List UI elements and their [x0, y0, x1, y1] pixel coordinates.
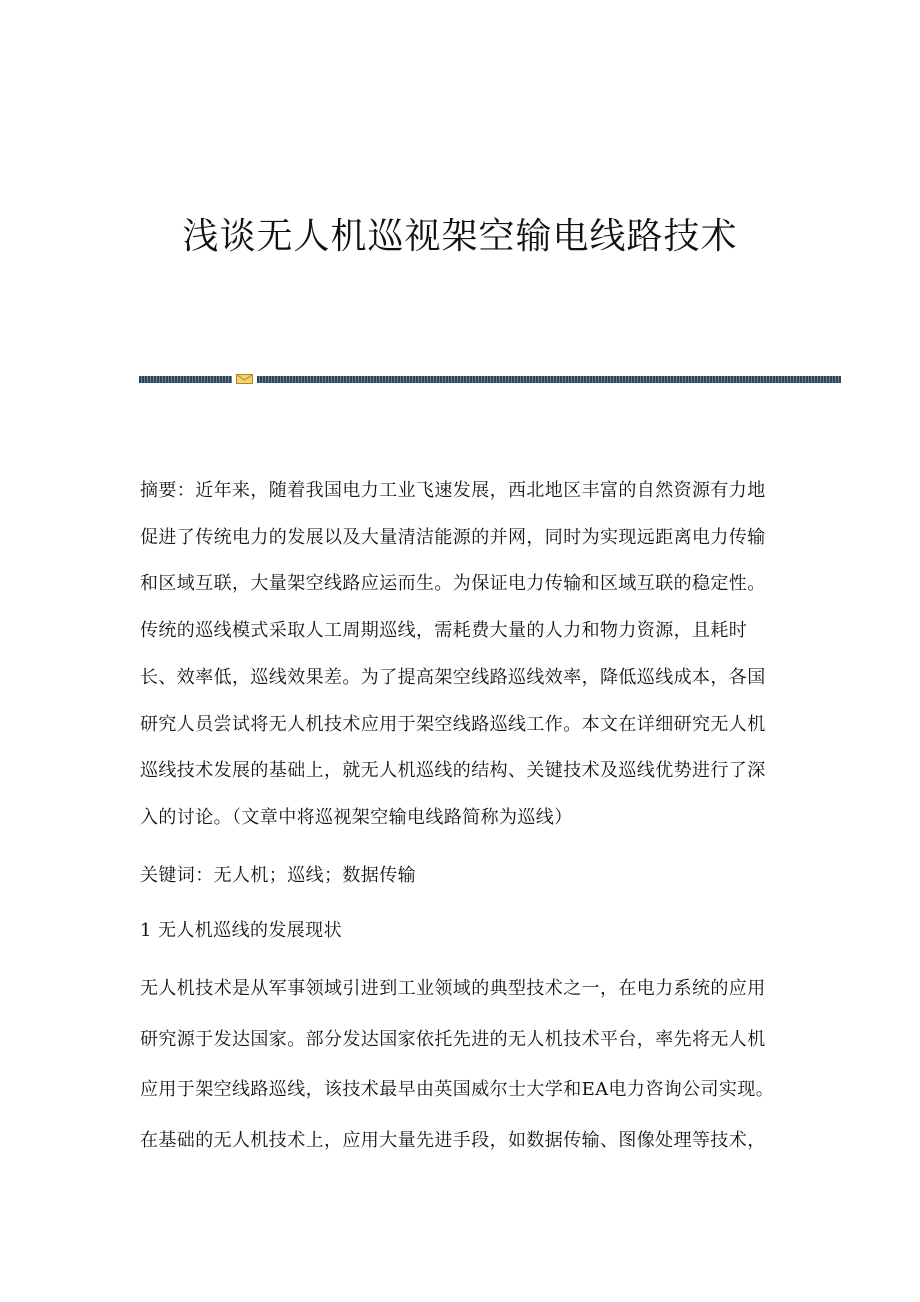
section-line: 研究源于发达国家。部分发达国家依托先进的无人机技术平台，率先将无人机 [140, 1028, 766, 1050]
abstract-line: 长、效率低，巡线效果差。为了提高架空线路巡线效率，降低巡线成本，各国 [140, 666, 766, 688]
abstract-line: 摘要：近年来，随着我国电力工业飞速发展，西北地区丰富的自然资源有力地 [140, 480, 766, 501]
abstract-line: 促进了传统电力的发展以及大量清洁能源的并网，同时为实现远距离电力传输 [140, 526, 766, 548]
section-heading: 1 无人机巡线的发展现状 [140, 920, 342, 941]
abstract-line: 和区域互联，大量架空线路应运而生。为保证电力传输和区域互联的稳定性。 [140, 573, 766, 595]
divider-right-segment [257, 376, 841, 383]
abstract-line: 入的讨论。（文章中将巡视架空输电线路简称为巡线） [140, 806, 573, 828]
envelope-icon [236, 374, 253, 384]
section-line: 应用于架空线路巡线，该技术最早由英国威尔士大学和EA电力咨询公司实现。 [140, 1079, 775, 1100]
section-line: 无人机技术是从军事领域引进到工业领域的典型技术之一，在电力系统的应用 [140, 978, 766, 999]
abstract-paragraph [140, 468, 780, 842]
divider-left-segment [139, 376, 232, 383]
abstract-line: 传统的巡线模式采取人工周期巡线，需耗费大量的人力和物力资源，且耗时 [140, 620, 748, 642]
document-title: 浅谈无人机巡视架空输电线路技术 [182, 216, 738, 257]
keywords-line: 关键词：无人机；巡线；数据传输 [140, 865, 416, 886]
section-paragraph [140, 964, 780, 1166]
title-divider [139, 374, 841, 384]
abstract-line: 研究人员尝试将无人机技术应用于架空线路巡线工作。本文在详细研究无人机 [140, 713, 766, 735]
abstract-line: 巡线技术发展的基础上，就无人机巡线的结构、关键技术及巡线优势进行了深 [140, 760, 766, 782]
section-line: 在基础的无人机技术上，应用大量先进手段，如数据传输、图像处理等技术， [140, 1129, 766, 1151]
